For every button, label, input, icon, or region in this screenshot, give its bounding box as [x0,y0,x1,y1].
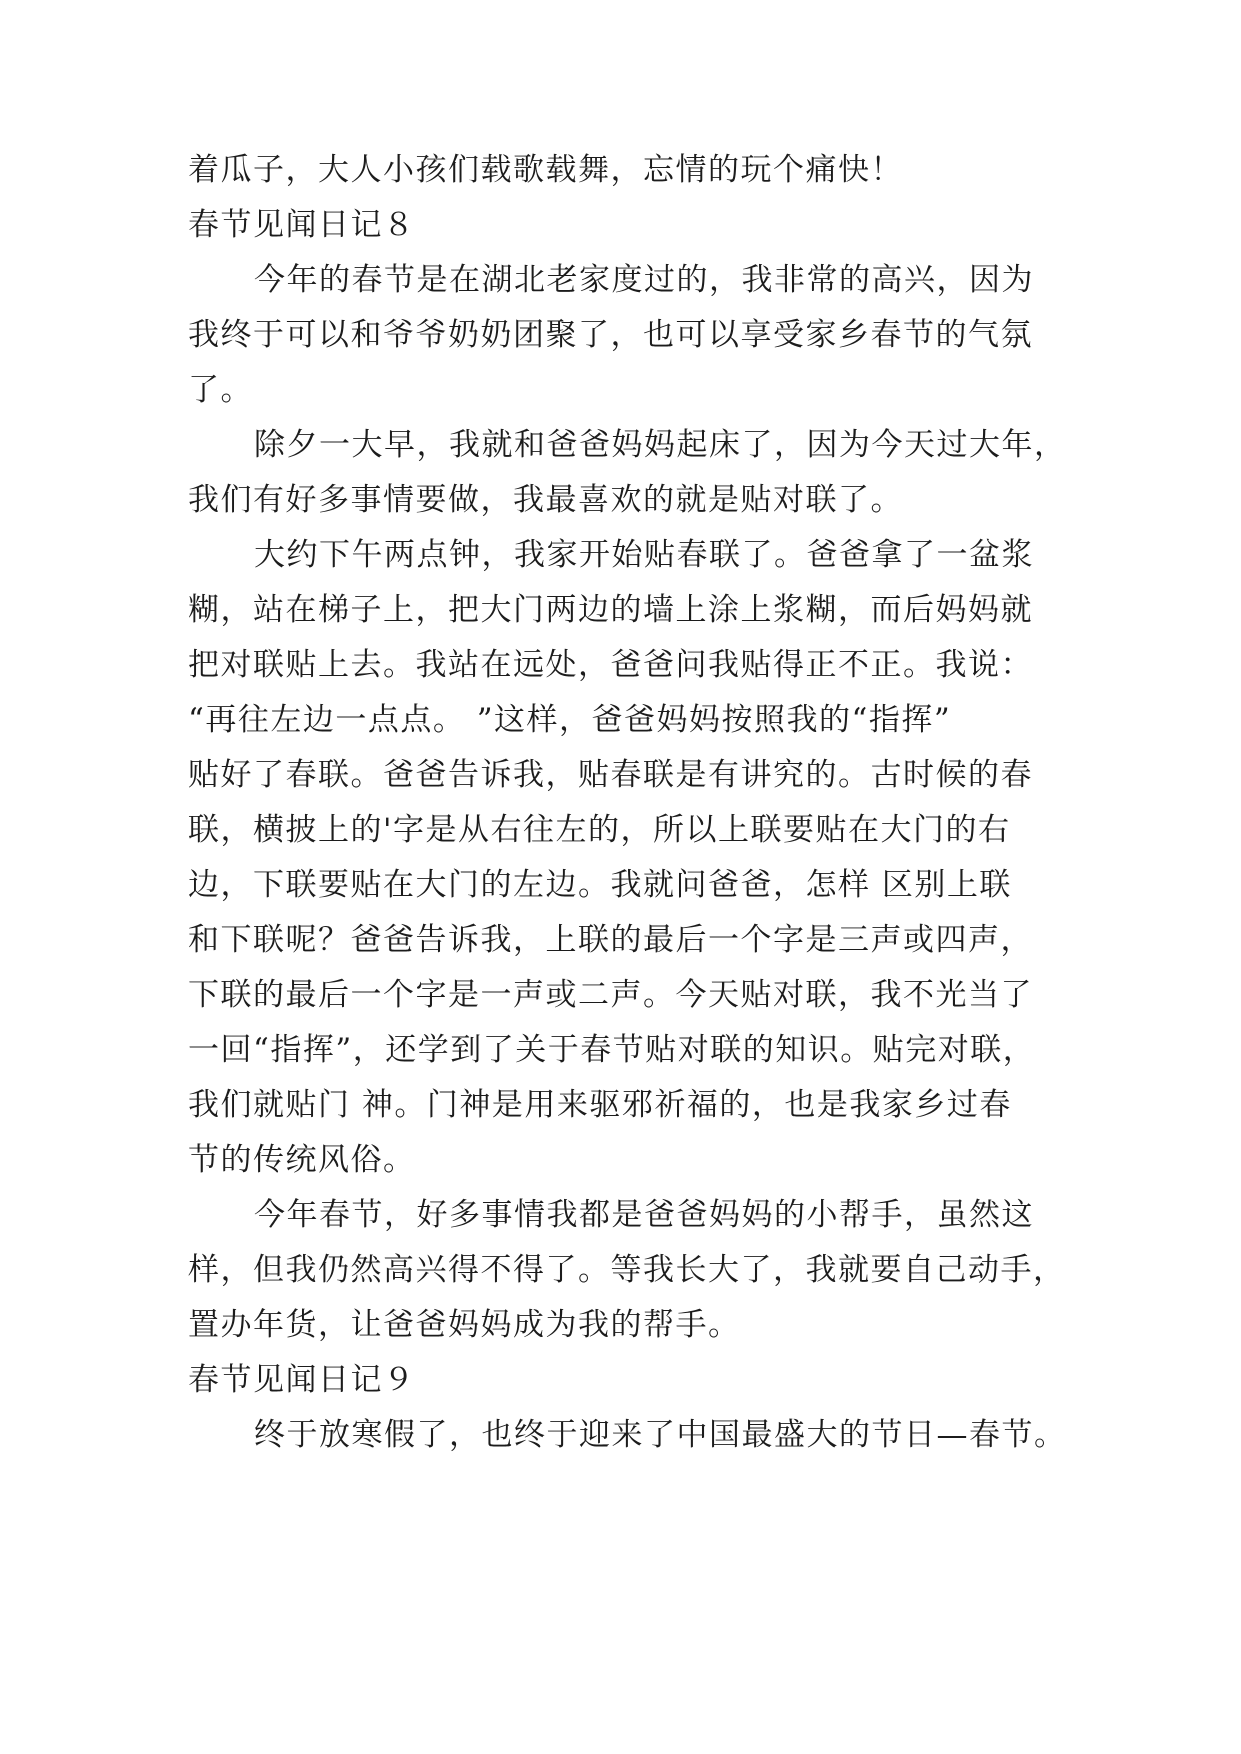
section-heading: 春节见闻日记９ [188,1362,416,1398]
paragraph-line: 了。 [188,372,253,408]
paragraph-line: 一回“指挥”，还学到了关于春节贴对联的知识。贴完对联， [188,1032,1036,1068]
paragraph-line: 我们有好多事情要做，我最喜欢的就是贴对联了。 [188,482,903,518]
paragraph-line: 终于放寒假了，也终于迎来了中国最盛大的节日—春节。 [254,1417,1067,1453]
paragraph-line: 联，横披上的'字是从右往左的，所以上联要贴在大门的右 [188,812,1011,848]
paragraph-line: “再往左边一点点。 ”这样，爸爸妈妈按照我的“指挥” [188,702,952,738]
paragraph-line: 今年春节，好多事情我都是爸爸妈妈的小帮手，虽然这 [254,1197,1034,1233]
text-line: 着瓜子，大人小孩们载歌载舞，忘情的玩个痛快！ [188,152,903,188]
paragraph-line: 除夕一大早，我就和爸爸妈妈起床了，因为今天过大年， [254,427,1067,463]
paragraph-line: 糊，站在梯子上，把大门两边的墙上涂上浆糊，而后妈妈就 [188,592,1033,628]
paragraph-line: 样，但我仍然高兴得不得了。等我长大了，我就要自己动手， [188,1252,1066,1288]
paragraph-line: 我终于可以和爷爷奶奶团聚了，也可以享受家乡春节的气氛 [188,317,1033,353]
section-heading: 春节见闻日记８ [188,207,416,243]
paragraph-line: 大约下午两点钟，我家开始贴春联了。爸爸拿了一盆浆 [254,537,1034,573]
paragraph-line: 今年的春节是在湖北老家度过的，我非常的高兴，因为 [254,262,1034,298]
paragraph-line: 置办年货，让爸爸妈妈成为我的帮手。 [188,1307,741,1343]
paragraph-line: 边，下联要贴在大门的左边。我就问爸爸，怎样 区别上联 [188,867,1012,903]
paragraph-line: 把对联贴上去。我站在远处，爸爸问我贴得正不正。我说： [188,647,1033,683]
paragraph-line: 下联的最后一个字是一声或二声。今天贴对联，我不光当了 [188,977,1033,1013]
paragraph-line: 和下联呢？爸爸告诉我，上联的最后一个字是三声或四声， [188,922,1033,958]
paragraph-line: 节的传统风俗。 [188,1142,416,1178]
paragraph-line: 贴好了春联。爸爸告诉我，贴春联是有讲究的。古时候的春 [188,757,1033,793]
paragraph-line: 我们就贴门 神。门神是用来驱邪祈福的，也是我家乡过春 [188,1087,1012,1123]
